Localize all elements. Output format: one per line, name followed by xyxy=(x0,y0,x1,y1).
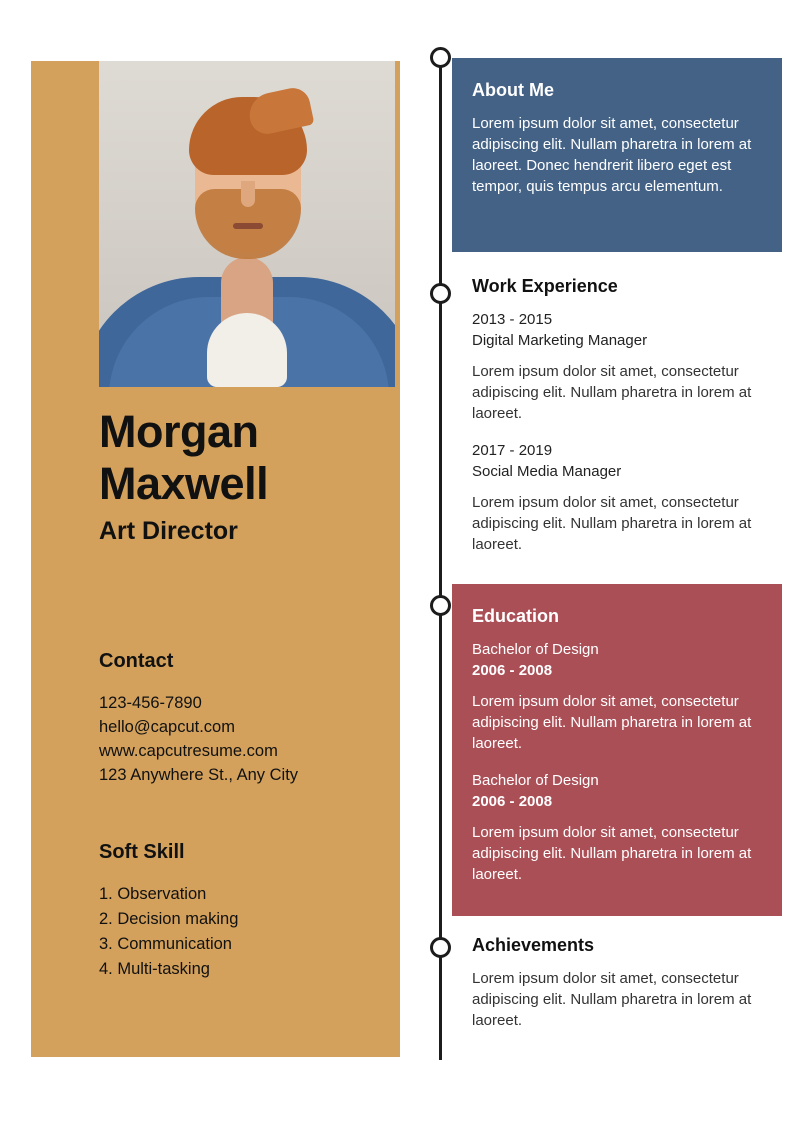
education-heading: Education xyxy=(472,606,560,626)
list-item: 3. Communication xyxy=(99,935,232,953)
list-item: 4. Multi-tasking xyxy=(99,960,210,978)
work-entry-dates: 2013 - 2015 xyxy=(472,311,553,328)
education-entry-degree: Bachelor of Design xyxy=(472,772,599,789)
achievements-section xyxy=(452,935,782,1031)
photo-mouth xyxy=(233,223,263,229)
timeline-dot-education xyxy=(430,595,451,616)
timeline-dot-achievements xyxy=(430,937,451,958)
work-entry-text: Lorem ipsum dolor sit amet, consectetur adipiscing elit. Nullam pharetra in lorem at laoreet. xyxy=(472,363,752,422)
work-entry-text: Lorem ipsum dolor sit amet, consectetur adipiscing elit. Nullam pharetra in lorem at laoreet. xyxy=(472,494,752,553)
list-item: 2. Decision making xyxy=(99,910,239,928)
education-section xyxy=(452,584,782,916)
soft-skill-heading: Soft Skill xyxy=(99,841,185,863)
education-entry-dates: 2006 - 2008 xyxy=(472,793,553,810)
education-entry-text: Lorem ipsum dolor sit amet, consectetur adipiscing elit. Nullam pharetra in lorem at laoreet. xyxy=(472,824,752,883)
work-experience-heading: Work Experience xyxy=(472,276,618,296)
work-entry-dates: 2017 - 2019 xyxy=(472,442,553,459)
work-entry xyxy=(472,309,762,424)
timeline-dot-about xyxy=(430,47,451,68)
education-entry xyxy=(472,770,762,885)
education-entry-degree: Bachelor of Design xyxy=(472,641,599,658)
about-section xyxy=(452,58,782,252)
contact-website: www.capcutresume.com xyxy=(99,742,278,760)
timeline-dot-work xyxy=(430,283,451,304)
contact-details xyxy=(99,691,389,787)
work-experience-section xyxy=(452,276,782,555)
contact-heading: Contact xyxy=(99,650,174,672)
name-block xyxy=(99,406,399,546)
about-heading: About Me xyxy=(472,80,554,100)
sidebar-panel xyxy=(31,61,400,1057)
contact-email: hello@capcut.com xyxy=(99,718,235,736)
contact-phone: 123-456-7890 xyxy=(99,694,202,712)
portrait-photo xyxy=(99,61,395,387)
photo-nose xyxy=(241,181,255,207)
soft-skill-list xyxy=(99,882,389,982)
achievements-text: Lorem ipsum dolor sit amet, consectetur adipiscing elit. Nullam pharetra in lorem at laoreet. xyxy=(472,970,752,1029)
timeline-rail xyxy=(439,58,442,1060)
education-entry-text: Lorem ipsum dolor sit amet, consectetur adipiscing elit. Nullam pharetra in lorem at laoreet. xyxy=(472,693,752,752)
work-entry-role: Digital Marketing Manager xyxy=(472,332,648,349)
soft-skill-section xyxy=(99,841,389,982)
education-entry xyxy=(472,639,762,754)
last-name: Maxwell xyxy=(99,458,269,509)
work-entry xyxy=(472,440,762,555)
education-entry-dates: 2006 - 2008 xyxy=(472,662,553,679)
list-item: 1. Observation xyxy=(99,885,207,903)
contact-address: 123 Anywhere St., Any City xyxy=(99,766,299,784)
first-name: Morgan xyxy=(99,406,259,457)
contact-section xyxy=(99,650,389,787)
about-text: Lorem ipsum dolor sit amet, consectetur adipiscing elit. Nullam pharetra in lorem at laoreet. Donec hendrerit libero eget est tempor, quis tempus arcu elementum. xyxy=(472,115,752,195)
work-entry-role: Social Media Manager xyxy=(472,463,622,480)
photo-collar xyxy=(207,313,287,387)
achievements-heading: Achievements xyxy=(472,935,595,955)
job-title: Art Director xyxy=(99,517,238,545)
